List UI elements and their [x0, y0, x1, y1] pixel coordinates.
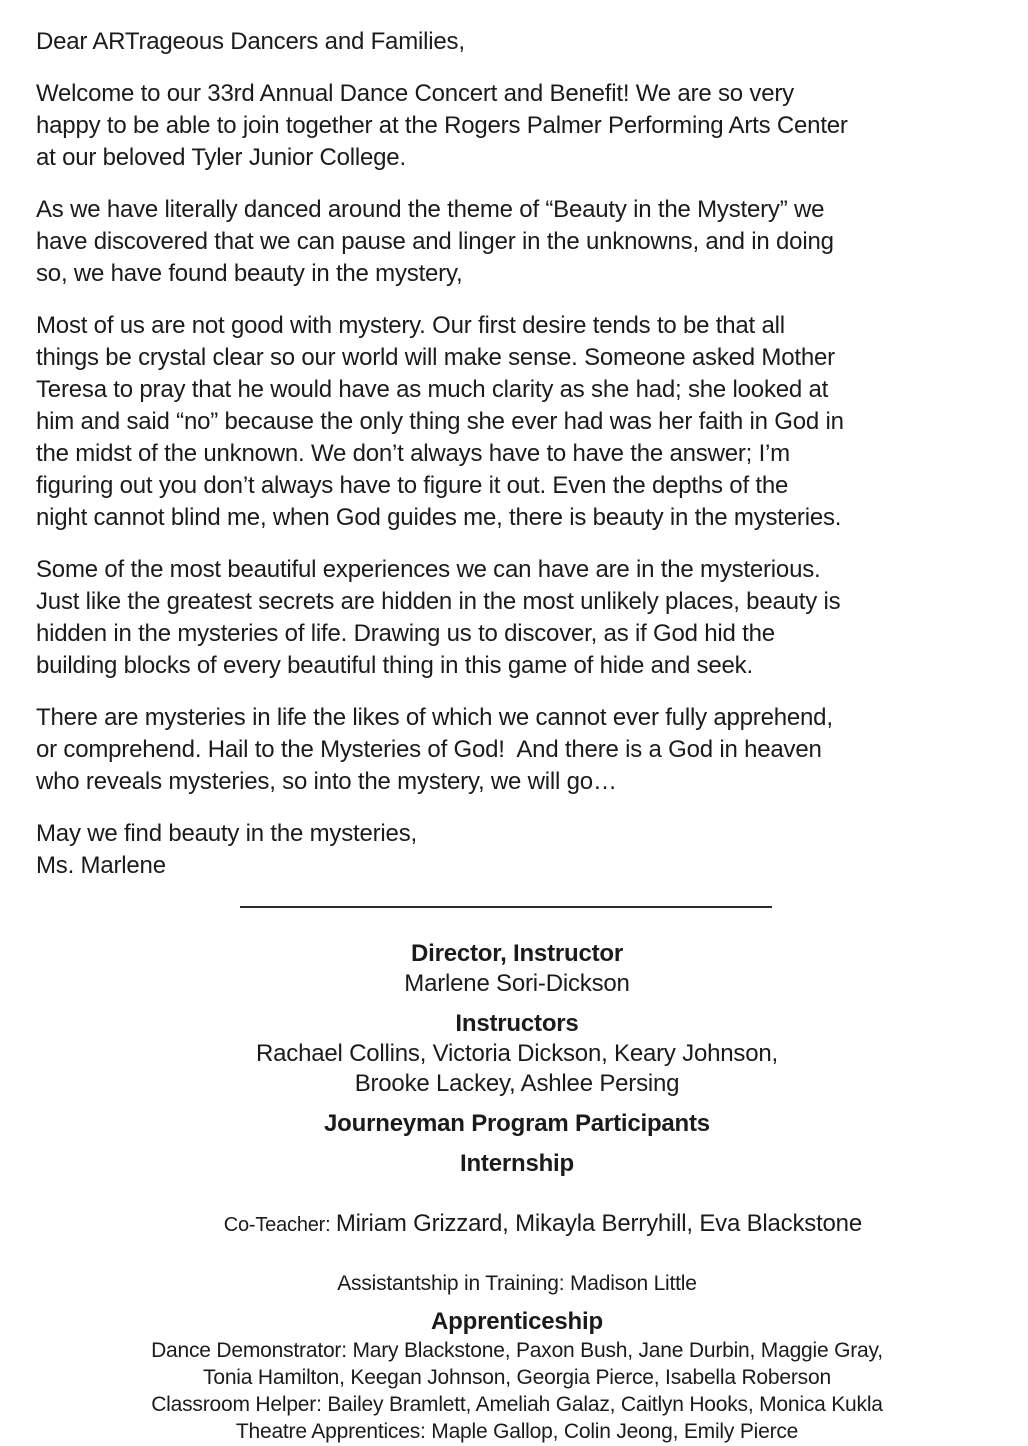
text-line: who reveals mysteries, so into the mystery, we will go… [36, 768, 617, 795]
credits-section [36, 939, 998, 1445]
text-line: night cannot blind me, when God guides me, there is beauty in the mysteries. [36, 504, 842, 531]
text-line: Dance Demonstrator: Mary Blackstone, Paxon Bush, Jane Durbin, Maggie Gray, [151, 1339, 883, 1362]
text-line: or comprehend. Hail to the Mysteries of God! And there is a God in heaven [36, 736, 822, 763]
text-line: at our beloved Tyler Junior College. [36, 144, 406, 171]
co-teacher-names: Miriam Grizzard, Mikayla Berryhill, Eva Blackstone [335, 1210, 862, 1237]
text-line: building blocks of every beautiful thing in this game of hide and seek. [36, 652, 753, 679]
text-line: figuring out you don’t always have to figure it out. Even the depths of the [36, 472, 789, 499]
text-line: Just like the greatest secrets are hidden in the most unlikely places, beauty is [36, 588, 841, 615]
text-line: Welcome to our 33rd Annual Dance Concert and Benefit! We are so very [36, 80, 794, 107]
apprenticeship-heading: Apprenticeship [431, 1308, 603, 1335]
instructors-names [36, 1039, 998, 1099]
letter-closing [36, 818, 998, 882]
text-line: Teresa to pray that he would have as much clarity as she had; she looked at [36, 376, 829, 403]
text-line: May we find beauty in the mysteries, [36, 820, 417, 847]
text-line: things be crystal clear so our world will make sense. Someone asked Mother [36, 344, 835, 371]
letter-paragraph-mystery [36, 310, 998, 534]
text-line: Tonia Hamilton, Keegan Johnson, Georgia Pierce, Isabella Roberson [203, 1366, 831, 1389]
apprenticeship-names [36, 1337, 998, 1445]
text-line: Rachael Collins, Victoria Dickson, Keary Johnson, [255, 1040, 778, 1067]
text-line: Some of the most beautiful experiences we can have are in the mysterious. [36, 556, 821, 583]
journeyman-heading: Journeyman Program Participants [324, 1110, 710, 1137]
credit-group-internship [36, 1149, 998, 1297]
signature-divider [240, 906, 772, 908]
assistantship-line: Assistantship in Training: Madison Little [337, 1272, 697, 1295]
text-line: Classroom Helper: Bailey Bramlett, Ameliah Galaz, Caitlyn Hooks, Monica Kukla [151, 1393, 883, 1416]
text-line: There are mysteries in life the likes of which we cannot ever fully apprehend, [36, 704, 833, 731]
text-line: him and said “no” because the only thing she ever had was her faith in God in [36, 408, 844, 435]
credit-group-director [36, 939, 998, 999]
text-line: happy to be able to join together at the Rogers Palmer Performing Arts Center [36, 112, 848, 139]
letter-paragraph-beautiful [36, 554, 998, 682]
internship-co-teacher-line [36, 1179, 998, 1270]
text-line: hidden in the mysteries of life. Drawing us to discover, as if God hid the [36, 620, 775, 647]
letter-paragraph-apprehend [36, 702, 998, 798]
credit-group-journeyman [36, 1109, 998, 1139]
director-name: Marlene Sori-Dickson [404, 970, 630, 997]
credit-group-instructors [36, 1009, 998, 1099]
letter-paragraph-theme [36, 194, 998, 290]
credit-group-apprenticeship [36, 1307, 998, 1445]
text-line: Brooke Lackey, Ashlee Persing [354, 1070, 680, 1097]
text-line: Ms. Marlene [36, 852, 166, 879]
text-line: Theatre Apprentices: Maple Gallop, Colin Jeong, Emily Pierce [235, 1420, 799, 1443]
letter-salutation [36, 26, 998, 58]
internship-heading: Internship [459, 1150, 574, 1177]
letter-paragraph-welcome [36, 78, 998, 174]
text-line: have discovered that we can pause and linger in the unknowns, and in doing [36, 228, 834, 255]
instructors-heading: Instructors [455, 1010, 579, 1037]
text-line: Most of us are not good with mystery. Our first desire tends to be that all [36, 312, 785, 339]
text-line: so, we have found beauty in the mystery, [36, 260, 463, 287]
text-line: As we have literally danced around the theme of “Beauty in the Mystery” we [36, 196, 825, 223]
director-heading: Director, Instructor [410, 940, 624, 967]
text-line: Dear ARTrageous Dancers and Families, [36, 28, 465, 55]
letter-body [36, 26, 998, 882]
co-teacher-label: Co-Teacher: [223, 1214, 336, 1236]
text-line: the midst of the unknown. We don’t always have to have the answer; I’m [36, 440, 790, 467]
